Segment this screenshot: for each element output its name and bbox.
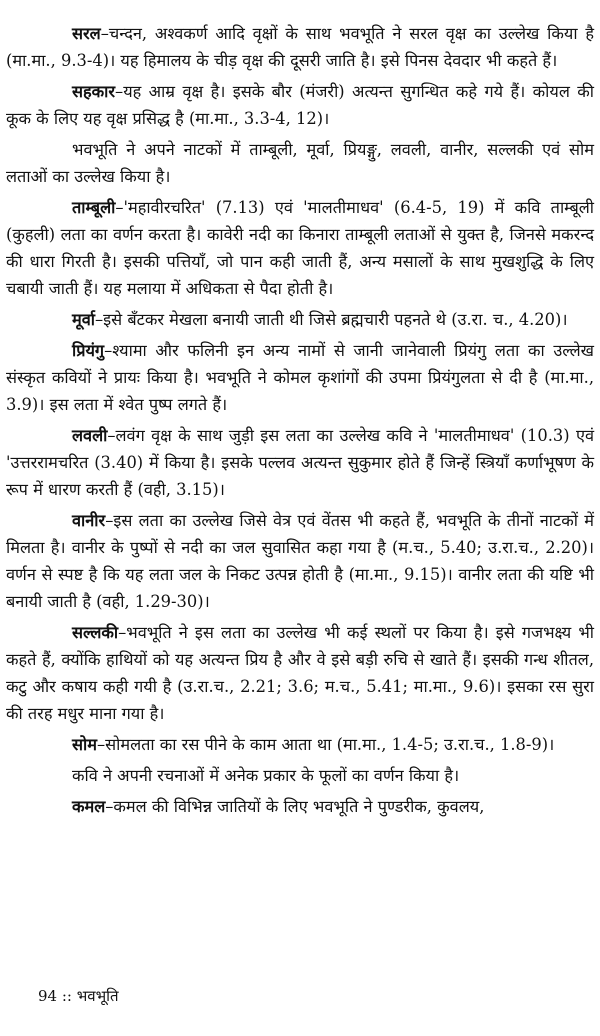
term-heading: सहकार xyxy=(72,82,116,101)
paragraph-text: –चन्दन, अश्वकर्ण आदि वृक्षों के साथ भवभूति ने सरल वृक्ष का उल्लेख किया है (मा.मा., 9.3-4)। यह हिमालय के चीड़ वृक्ष की दूसरी जाति है। इसे पिनस देवदार भी कहते हैं। xyxy=(6,24,594,70)
paragraph-text: कवि ने अपनी रचनाओं में अनेक प्रकार के फूलों का वर्णन किया है। xyxy=(72,766,460,785)
paragraph-text: –श्यामा और फलिनी इन अन्य नामों से जानी जानेवाली प्रियंगु लता का उल्लेख संस्कृत कवियों ने प्रायः किया है। भवभूति ने कोमल कृशांगों की उपमा प्रियंगुलता से दी है (मा.मा., 3.9)। इस लता में श्वेत पुष्प लगते हैं। xyxy=(6,341,594,414)
paragraph-som xyxy=(6,731,594,758)
page-body xyxy=(6,20,594,824)
paragraph-lavali xyxy=(6,422,594,503)
paragraph-text: –यह आम्र वृक्ष है। इसके बौर (मंजरी) अत्यन्त सुगन्धित कहे गये हैं। कोयल की कूक के लिए यह वृक्ष प्रसिद्ध है (मा.मा., 3.3-4, 12)। xyxy=(6,82,594,128)
term-heading: सल्लकी xyxy=(72,623,119,642)
paragraph-vanir xyxy=(6,507,594,615)
paragraph-text: –इसे बँटकर मेखला बनायी जाती थी जिसे ब्रह्मचारी पहनते थे (उ.रा. च., 4.20)। xyxy=(95,310,568,329)
paragraph-text: भवभूति ने अपने नाटकों में ताम्बूली, मूर्वा, प्रियङ्गु, लवली, वानीर, सल्लकी एवं सोम लताओं का उल्लेख किया है। xyxy=(6,140,594,186)
page-footer: 94 :: भवभूति xyxy=(38,987,119,1005)
term-heading: मूर्वा xyxy=(72,310,96,329)
paragraph-saral xyxy=(6,20,594,74)
paragraph-text: –लवंग वृक्ष के साथ जुड़ी इस लता का उल्लेख कवि ने 'मालतीमाधव' (10.3) एवं 'उत्तररामचरित (3.40) में किया है। इसके पल्लव अत्यन्त सुकुमार होते हैं जिन्हें स्त्रियाँ कर्णाभूषण के रूप में धारण करती हैं (वही, 3.15)। xyxy=(6,426,594,499)
paragraph-tambuli xyxy=(6,194,594,302)
term-heading: ताम्बूली xyxy=(72,198,116,217)
term-heading: वानीर xyxy=(72,511,106,530)
paragraph-flowers-intro xyxy=(6,762,594,789)
paragraph-text: –भवभूति ने इस लता का उल्लेख भी कई स्थलों पर किया है। इसे गजभक्ष्य भी कहते हैं, क्योंकि हाथियों को यह अत्यन्त प्रिय है और वे इसे बड़ी रुचि से खाते हैं। इसकी गन्ध शीतल, कटु और कषाय कही गयी है (उ.रा.च., 2.21; 3.6; म.च., 5.41; मा.मा., 9.6)। इसका रस सुरा की तरह मधुर माना गया है। xyxy=(6,623,594,723)
term-heading: सोम xyxy=(72,735,97,754)
paragraph-text: –कमल की विभिन्न जातियों के लिए भवभूति ने पुण्डरीक, कुवलय, xyxy=(105,797,485,816)
term-heading: कमल xyxy=(72,797,106,816)
paragraph-text: –सोमलता का रस पीने के काम आता था (मा.मा., 1.4-5; उ.रा.च., 1.8-9)। xyxy=(96,735,555,754)
paragraph-sahakar xyxy=(6,78,594,132)
paragraph-text: –'महावीरचरित' (7.13) एवं 'मालतीमाधव' (6.4-5, 19) में कवि ताम्बूली (कुहली) लता का वर्णन करता है। कावेरी नदी का किनारा ताम्बूली लताओं से युक्त है, जिनसे मकरन्द की धारा गिरती है। इसकी पत्तियाँ, जो पान कही जाती हैं, अन्य मसालों के साथ मुखशुद्धि के लिए चबायी जाती हैं। यह मलाया में अधिकता से पैदा होती है। xyxy=(6,198,594,298)
paragraph-text: –इस लता का उल्लेख जिसे वेत्र एवं वेंतस भी कहते हैं, भवभूति के तीनों नाटकों में मिलता है। वानीर के पुष्पों से नदी का जल सुवासित कहा गया है (म.च., 5.40; उ.रा.च., 2.20)। वर्णन से स्पष्ट है कि यह लता जल के निकट उत्पन्न होती है (मा.मा., 9.15)। वानीर लता की यष्टि भी बनायी जाती है (वही, 1.29-30)। xyxy=(6,511,594,611)
term-heading: प्रियंगु xyxy=(72,341,105,360)
paragraph-creepers-intro xyxy=(6,136,594,190)
term-heading: लवली xyxy=(72,426,108,445)
paragraph-sallaki xyxy=(6,619,594,727)
paragraph-murva xyxy=(6,306,594,333)
paragraph-priyangu xyxy=(6,337,594,418)
term-heading: सरल xyxy=(72,24,101,43)
paragraph-kamal xyxy=(6,793,594,820)
